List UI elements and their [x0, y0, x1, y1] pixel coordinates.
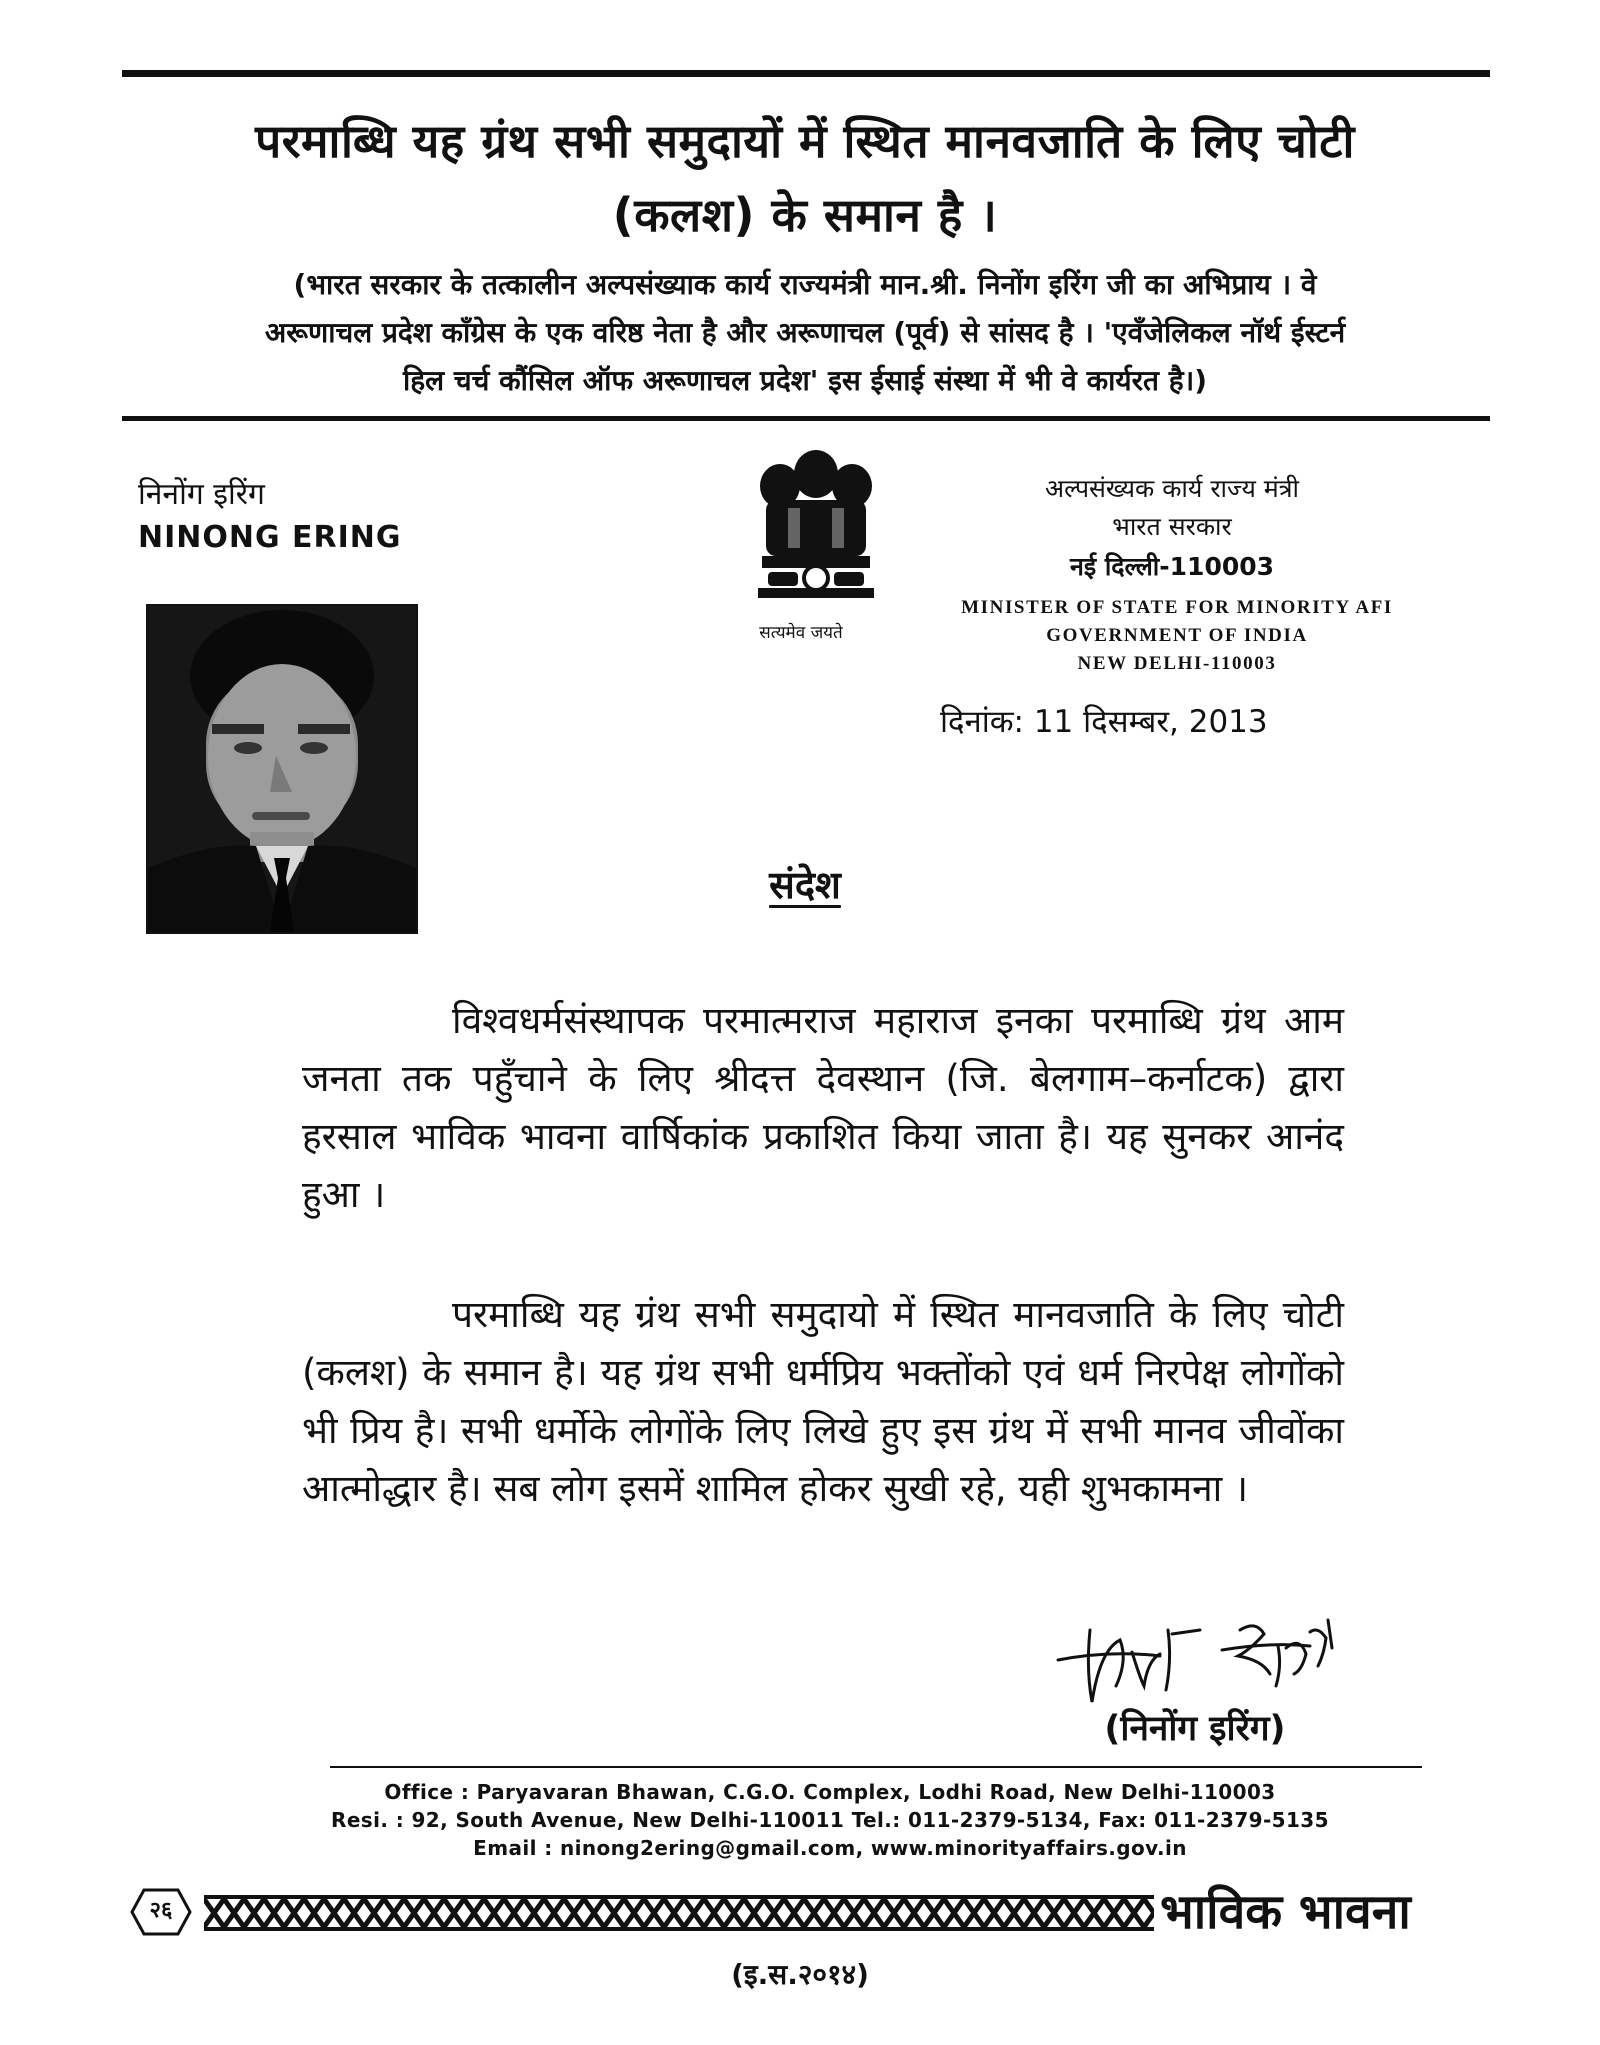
office-govt-english: GOVERNMENT OF INDIA: [1046, 625, 1308, 646]
office-govt-hindi: भारत सरकार: [1112, 512, 1232, 541]
headline-line-2: (कलश) के समान है ।: [612, 188, 998, 242]
national-emblem: [748, 440, 884, 620]
footer-residence-contact: Resi. : 92, South Avenue, New Delhi-110011 Tel.: 011-2379-5134, Fax: 011-2379-5135: [331, 1808, 1329, 1832]
magazine-title: भाविक भावना: [1160, 1884, 1411, 1940]
handwritten-signature: [1050, 1590, 1370, 1710]
body-paragraph-1: विश्वधर्मसंस्थापक परमात्मराज महाराज इनका परमाब्धि ग्रंथ आम जनता तक पहुँचाने के लिए श्रीदत्त देवस्थान (जि. बेलगाम–कर्नाटक) द्वारा हरसाल भाविक भावना वार्षिकांक प्रकाशित किया जाता है। यह सुनकर आनंद हुआ ।: [302, 999, 1344, 1216]
office-title-hindi: अल्पसंख्यक कार्य राज्य मंत्री: [1045, 474, 1299, 503]
body-paragraph-2: परमाब्धि यह ग्रंथ सभी समुदायो में स्थित मानवजाति के लिए चोटी (कलश) के समान है। यह ग्रंथ सभी धर्मप्रिय भक्तोंको एवं धर्म निरपेक्ष लोगोंको भी प्रिय है। सभी धर्मोके लोगोंके लिए लिखे हुए इस ग्रंथ में सभी मानव जीवोंका आत्मोद्धार है। सब लोग इसमें शामिल होकर सुखी रहे, यही शुभकामना ।: [302, 1293, 1344, 1510]
footer-rule: [330, 1766, 1422, 1768]
sender-name-english: NINONG ERING: [138, 520, 402, 555]
letter-subject: संदेश: [769, 863, 841, 907]
chain-pattern-icon: [204, 1893, 1154, 1933]
emblem-motto: सत्यमेव जयते: [759, 623, 843, 643]
page-number: २६: [149, 1898, 173, 1923]
lion-capital-icon: [748, 440, 884, 620]
portrait-image: [148, 606, 416, 932]
signed-name: (निनोंग इरिंग): [1104, 1709, 1286, 1749]
headline-line-1: परमाब्धि यह ग्रंथ सभी समुदायों में स्थित मानवजाति के लिए चोटी: [255, 114, 1355, 168]
publication-year: (इ.स.२०१४): [731, 1958, 869, 1991]
top-rule: [122, 70, 1490, 77]
office-city-hindi: नई दिल्ली-110003: [1069, 552, 1275, 581]
header-divider: [122, 416, 1490, 421]
office-title-english: MINISTER OF STATE FOR MINORITY AFI: [961, 597, 1393, 618]
sender-photo: [146, 604, 418, 934]
office-city-english: NEW DELHI-110003: [1077, 653, 1277, 674]
footer-office-address: Office : Paryavaran Bhawan, C.G.O. Complex, Lodhi Road, New Delhi-110003: [384, 1780, 1276, 1804]
intro-line-1: (भारत सरकार के तत्कालीन अल्पसंख्याक कार्य राज्यमंत्री मान.श्री. निनोंग इरिंग जी का अभिप्राय । वे: [293, 268, 1317, 301]
intro-line-3: हिल चर्च कौंसिल ऑफ अरूणाचल प्रदेश' इस ईसाई संस्था में भी वे कार्यरत है।): [402, 364, 1208, 397]
footer-email-web: Email : ninong2ering@gmail.com, www.minorityaffairs.gov.in: [473, 1836, 1187, 1860]
sender-name-hindi: निनोंग इरिंग: [138, 477, 265, 512]
letter-date: दिनांक: 11 दिसम्बर, 2013: [940, 704, 1268, 740]
decorative-border-strip: [204, 1893, 1154, 1933]
intro-line-2: अरूणाचल प्रदेश काँग्रेस के एक वरिष्ठ नेता है और अरूणाचल (पूर्व) से सांसद है । 'एवँजेलिकल नॉर्थ ईस्टर्न: [264, 316, 1346, 349]
signature-image: [1050, 1590, 1370, 1710]
